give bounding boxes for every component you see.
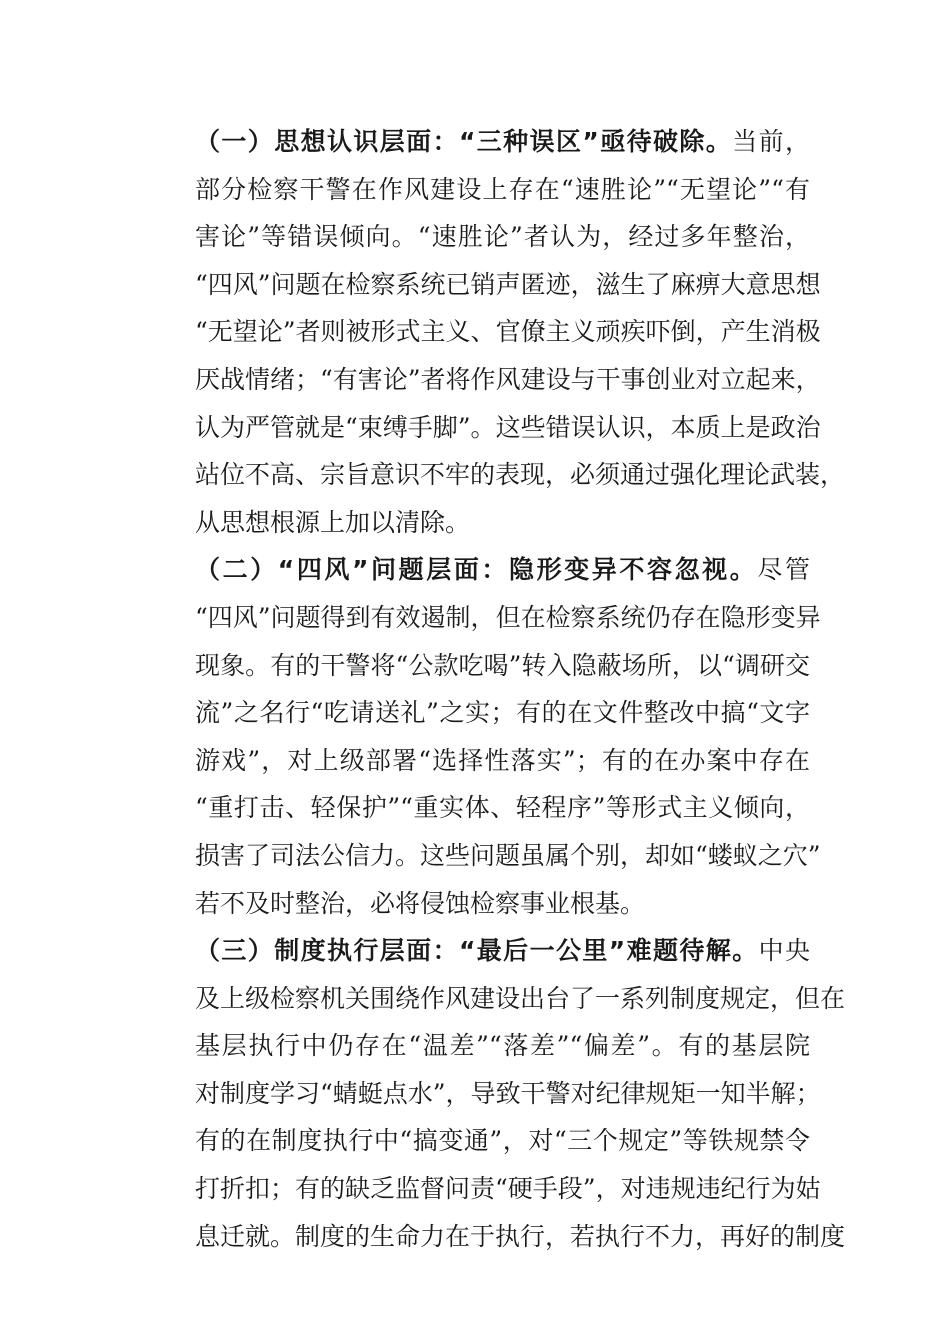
paragraph-3-line-6: 打折扣；有的缺乏监督问责“硬手段”，对违规违纪行为姑 [195,1174,821,1204]
paragraph-1-line-6: 厌战情绪；“有害论”者将作风建设与干事创业对立起来， [195,364,821,394]
paragraph-1-line-8: 站位不高、宗旨意识不牢的表现，必须通过强化理论武装， [195,460,846,490]
paragraph-1-line-1: 当前， [732,127,810,156]
paragraph-1-line-5: “无望论”者则被形式主义、官僚主义顽疾吓倒，产生消极 [195,317,821,347]
paragraph-1-line-3: 害论”等错误倾向。“速胜论”者认为，经过多年整治， [195,222,810,252]
paragraph-3-line-5: 有的在制度执行中“搞变通”，对“三个规定”等铁规禁令 [195,1126,810,1156]
paragraph-1-line-9: 从思想根源上加以清除。 [195,507,471,537]
paragraph-2-line-8: 若不及时整治，必将侵蚀检察事业根基。 [195,888,646,918]
paragraph-3 [145,927,846,1260]
paragraph-1-line-4: “四风”问题在检察系统已销声匿迹，滋生了麻痹大意思想 [195,269,821,299]
paragraph-3-heading: （三）制度执行层面：“最后一公里”难题待解。 [195,936,759,966]
paragraph-3-line-3: 基层执行中仍存在“温差”“落差”“偏差”。有的基层院 [195,1031,810,1061]
paragraph-3-line-4: 对制度学习“蜻蜓点水”，导致干警对纪律规矩一知半解； [195,1078,821,1108]
paragraph-3-line-1: 中央 [758,936,810,966]
paragraph-2-heading: （二）“四风”问题层面：隐形变异不容忽视。 [195,555,758,585]
paragraph-1-line-2: 部分检察干警在作风建设上存在“速胜论”“无望论”“有 [195,174,810,204]
paragraph-2 [145,546,821,927]
document-body [145,118,846,1260]
paragraph-3-line-7: 息迁就。制度的生命力在于执行，若执行不力，再好的制度 [195,1221,846,1251]
paragraph-1 [145,118,846,546]
paragraph-2-line-6: “重打击、轻保护”“重实体、轻程序”等形式主义倾向， [195,793,810,823]
paragraph-3-line-2: 及上级检察机关围绕作风建设出台了一系列制度规定，但在 [195,983,846,1013]
paragraph-1-line-7: 认为严管就是“束缚手脚”。这些错误认识，本质上是政治 [195,412,821,442]
paragraph-2-line-3: 现象。有的干警将“公款吃喝”转入隐蔽场所，以“调研交 [195,650,810,680]
paragraph-2-line-2: “四风”问题得到有效遏制，但在检察系统仍存在隐形变异 [195,602,821,632]
paragraph-2-line-1: 尽管 [757,555,810,585]
paragraph-2-line-5: 游戏”，对上级部署“选择性落实”；有的在办案中存在 [195,745,810,775]
paragraph-2-line-7: 损害了司法公信力。这些问题虽属个别，却如“蝼蚁之穴” [195,840,821,870]
paragraph-1-heading: （一）思想认识层面：“三种误区”亟待破除。 [195,127,733,156]
paragraph-2-line-4: 流”之名行“吃请送礼”之实；有的在文件整改中搞“文字 [195,698,810,728]
